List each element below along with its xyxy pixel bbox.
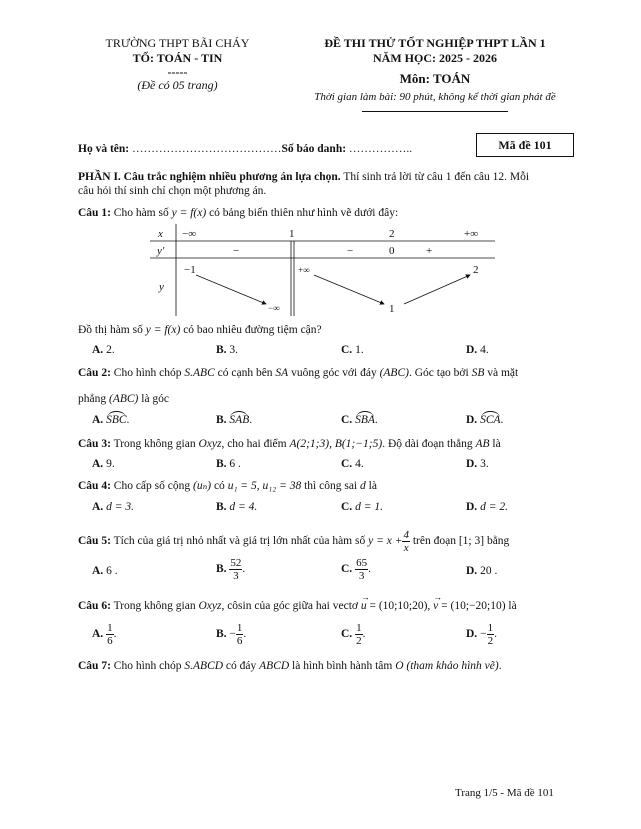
- q5-fraction-den: x: [403, 541, 409, 554]
- q4-key-b: B.: [216, 501, 227, 513]
- q6-frac-a: [106, 622, 114, 647]
- q4-key-d: D.: [466, 501, 478, 513]
- q2-option-d[interactable]: [466, 414, 503, 426]
- q4-val-a: d = 3.: [106, 501, 134, 513]
- part1-line1: [78, 170, 529, 184]
- q5-option-b[interactable]: [216, 557, 245, 582]
- arrow-decrease-2: [314, 275, 384, 304]
- q5-key-d: D.: [466, 565, 478, 577]
- q4-text4: thì công sai: [301, 480, 360, 492]
- q5-text2: trên đoạn: [409, 535, 459, 547]
- q2-val-d: SCA: [480, 414, 501, 426]
- yp-zero: 0: [389, 245, 395, 257]
- page-count: (Đề có 05 trang): [137, 78, 218, 92]
- q4-option-a[interactable]: [92, 501, 134, 513]
- q1-text2: có bảng biến thiên như hình vẽ dưới đây:: [206, 207, 399, 219]
- q6-option-c[interactable]: [341, 622, 365, 647]
- header-underline: [362, 111, 508, 112]
- q6-key-b: B.: [216, 628, 227, 641]
- q3-val-b: 6 .: [229, 458, 241, 470]
- q1-function: y = f(x): [171, 207, 207, 219]
- q1-text4: có bao nhiêu đường tiệm cận?: [180, 324, 322, 336]
- q3-label: Câu 3:: [78, 438, 111, 450]
- q5-text3: bằng: [484, 535, 510, 547]
- q6-space: Oxyz: [198, 600, 222, 612]
- q5-text1: Tích của giá trị nhỏ nhất và giá trị lớn nhất của hàm số: [110, 535, 369, 547]
- x-value-2: 2: [389, 228, 395, 240]
- q4-option-c[interactable]: [341, 501, 383, 513]
- part1-instr1: Thí sinh trả lời từ câu 1 đến câu 12. Mỗi: [340, 171, 530, 183]
- q7-center: O: [395, 660, 404, 672]
- q6-dot-c: .: [362, 628, 366, 641]
- q2-val-c: SBA: [355, 414, 375, 426]
- name-dots: …………………………………: [131, 143, 282, 155]
- q4-val-c: d = 1.: [355, 501, 383, 513]
- id-label: Số báo danh:: [281, 143, 349, 155]
- q6-b-den: 6: [236, 635, 243, 647]
- q4-val-d: d = 2.: [480, 501, 508, 513]
- exam-title: ĐỀ THI THỬ TỐT NGHIỆP THPT LẦN 1: [324, 36, 546, 50]
- q6-c-num: 1: [356, 622, 362, 634]
- q4-key-c: C.: [341, 501, 353, 513]
- student-info-line: [78, 142, 412, 156]
- q6-minus-d: −: [480, 628, 487, 641]
- q6-option-d[interactable]: [466, 622, 497, 647]
- q1-val-b: 3.: [229, 344, 239, 356]
- q4-stem: [78, 479, 377, 493]
- q1-text3: Đồ thị hàm số: [78, 324, 146, 336]
- q7-stem: [78, 659, 502, 673]
- q1-option-b[interactable]: [216, 344, 238, 356]
- q4-text5: là: [365, 480, 377, 492]
- y-value-neg-inf: −∞: [268, 303, 280, 313]
- q2-stem: [78, 366, 518, 380]
- q2-option-b[interactable]: [216, 414, 252, 426]
- q3-point-b: B(1;−1;5): [334, 438, 383, 450]
- yp-sign-1: −: [233, 245, 240, 257]
- q6-d-den: 2: [487, 635, 494, 647]
- q2-key-c: C.: [341, 414, 353, 426]
- q3-option-b[interactable]: [216, 458, 241, 470]
- q2-key-d: D.: [466, 414, 478, 426]
- q4-val-b: d = 4.: [229, 501, 258, 513]
- q5-c-num: 65: [356, 557, 368, 569]
- q1-function-2: y = f(x): [145, 324, 181, 336]
- q3-key-b: B.: [216, 458, 227, 470]
- q5-option-a[interactable]: [92, 565, 118, 577]
- variation-table: [150, 224, 500, 318]
- q4-key-a: A.: [92, 501, 104, 513]
- q2-text6: phẳng: [78, 393, 109, 405]
- q1-option-d[interactable]: [466, 344, 489, 356]
- q2-stem-2: [78, 392, 169, 406]
- yp-sign-3: +: [426, 245, 433, 257]
- q3-option-d[interactable]: [466, 458, 489, 470]
- q6-a-den: 6: [107, 635, 113, 647]
- q2-label: Câu 2:: [78, 367, 111, 379]
- q5-b-den: 3: [233, 570, 239, 582]
- yp-label: y′: [157, 245, 165, 257]
- y-label: y: [159, 281, 164, 293]
- q3-text2: , cho hai điểm: [221, 438, 290, 450]
- q5-val-a: 6 .: [106, 565, 118, 577]
- header-left: [80, 36, 275, 93]
- q6-option-b[interactable]: [216, 622, 246, 647]
- arrow-decrease-1: [196, 275, 266, 304]
- q1-stem: [78, 206, 398, 220]
- q5-dot-c: .: [368, 563, 371, 576]
- q6-text4: là: [505, 600, 517, 612]
- q5-function: y = x +: [368, 535, 403, 547]
- q6-option-a[interactable]: [92, 622, 116, 647]
- q2-text2: có cạnh bên: [214, 367, 276, 379]
- q3-val-c: 4.: [355, 458, 364, 470]
- q5-option-c[interactable]: [341, 557, 371, 582]
- q4-u1: u₁ = 5: [227, 480, 257, 492]
- y-value-1: 1: [389, 303, 395, 315]
- school-name: TRƯỜNG THPT BÃI CHÁY: [105, 36, 250, 50]
- q2-plane: (ABC): [379, 367, 409, 379]
- q6-key-d: D.: [466, 628, 478, 641]
- q6-minus-b: −: [229, 628, 236, 641]
- q6-dot-a: .: [113, 628, 117, 641]
- q5-frac-b: [229, 557, 242, 582]
- name-label: Họ và tên:: [78, 143, 132, 155]
- header-dashes: -----: [167, 65, 188, 79]
- x-value-neg-inf: −∞: [182, 228, 197, 240]
- q6-dot-d: .: [494, 628, 497, 641]
- q1-option-c[interactable]: [341, 344, 364, 356]
- q6-frac-c: [355, 622, 363, 647]
- y-value-2: 2: [473, 264, 479, 276]
- q2-dot-d: .: [500, 414, 504, 426]
- q6-vector-u-value: = (10;10;20): [366, 600, 428, 612]
- q6-stem: [78, 599, 517, 613]
- q4-option-b[interactable]: [216, 501, 257, 513]
- yp-sign-2: −: [347, 245, 354, 257]
- q2-dot-c: .: [374, 414, 378, 426]
- q3-key-c: C.: [341, 458, 353, 470]
- q4-option-d[interactable]: [466, 501, 508, 513]
- q4-d: d: [360, 480, 366, 492]
- q3-text3: ,: [329, 438, 335, 450]
- q1-val-d: 4.: [480, 344, 489, 356]
- group-name: TỔ: TOÁN - TIN: [132, 51, 223, 65]
- header-right: [290, 36, 580, 103]
- q7-text4: (tham khảo hình vẽ): [403, 660, 499, 672]
- q3-val-a: 9.: [106, 458, 115, 470]
- q2-key-b: B.: [216, 414, 227, 426]
- q3-option-a[interactable]: [92, 458, 115, 470]
- q5-frac-c: [355, 557, 368, 582]
- q5-fraction-num: 4: [403, 528, 409, 541]
- q1-key-b: B.: [216, 344, 227, 356]
- q5-dot-b: .: [242, 563, 246, 576]
- q1-key-a: A.: [92, 344, 104, 356]
- q2-option-c[interactable]: [341, 414, 378, 426]
- q2-pyramid: S.ABC: [184, 367, 215, 379]
- q7-text1: Cho hình chóp: [110, 660, 185, 672]
- q5-key-a: A.: [92, 565, 104, 577]
- q3-text1: Trong không gian: [110, 438, 199, 450]
- q3-val-d: 3.: [480, 458, 489, 470]
- q7-base: ABCD: [259, 660, 290, 672]
- q7-pyramid: S.ABCD: [184, 660, 224, 672]
- q2-dot-a: .: [126, 414, 130, 426]
- q2-plane-2: (ABC): [108, 393, 139, 405]
- q4-text1: Cho cấp số cộng: [110, 480, 193, 492]
- q6-b-num: 1: [236, 622, 243, 634]
- q5-c-den: 3: [358, 570, 365, 582]
- x-value-1: 1: [289, 228, 295, 240]
- x-label: x: [158, 228, 163, 240]
- part1-title: PHẦN I. Câu trắc nghiệm nhiều phương án lựa chọn.: [78, 171, 341, 183]
- q4-label: Câu 4:: [78, 480, 111, 492]
- q6-vector-v-value: = (10;−20;10): [438, 600, 506, 612]
- q5-fraction: [402, 529, 410, 554]
- y-value-pos-inf: +∞: [298, 265, 310, 275]
- q6-text3: ,: [427, 600, 434, 612]
- q6-label: Câu 6:: [78, 600, 111, 612]
- school-year: NĂM HỌC: 2025 - 2026: [373, 51, 497, 65]
- q1-option-a[interactable]: [92, 344, 115, 356]
- q3-option-c[interactable]: [341, 458, 364, 470]
- q1-key-d: D.: [466, 344, 478, 356]
- q7-text2: có đáy: [223, 660, 260, 672]
- q6-text1: Trong không gian: [110, 600, 199, 612]
- q1-text1: Cho hàm số: [110, 207, 172, 219]
- q5-val-d: 20 .: [480, 565, 498, 577]
- subject: Môn: TOÁN: [399, 71, 471, 86]
- q7-label: Câu 7:: [78, 660, 111, 672]
- q7-text5: .: [498, 660, 502, 672]
- q5-key-c: C.: [341, 563, 353, 576]
- q2-text7: là góc: [138, 393, 170, 405]
- q6-dot-b: .: [243, 628, 247, 641]
- q3-key-d: D.: [466, 458, 478, 470]
- q6-vector-u: → u: [361, 599, 367, 613]
- part1-instr2: câu hỏi thí sinh chỉ chọn một phương án.: [78, 185, 267, 197]
- q2-text1: Cho hình chóp: [110, 367, 185, 379]
- q6-c-den: 2: [356, 635, 362, 647]
- q3-text4: . Độ dài đoạn thẳng: [382, 438, 476, 450]
- q5-key-b: B.: [216, 563, 227, 576]
- q2-text5: và mặt: [484, 367, 519, 379]
- duration: Thời gian làm bài: 90 phút, không kể thời gian phát đề: [314, 91, 556, 103]
- y-value-neg1: −1: [184, 264, 196, 276]
- q2-sa: SA: [275, 367, 289, 379]
- q6-d-num: 1: [487, 622, 494, 634]
- q5-option-d[interactable]: [466, 565, 497, 577]
- q1-val-a: 2.: [106, 344, 115, 356]
- q6-vector-v: → v: [433, 599, 438, 613]
- q3-stem: [78, 437, 501, 451]
- q2-text3: vuông góc với đáy: [288, 367, 380, 379]
- q4-text3: ,: [256, 480, 263, 492]
- q5-stem: [78, 528, 509, 554]
- q5-label: Câu 5:: [78, 535, 111, 547]
- q4-sequence: (uₙ): [193, 480, 212, 492]
- arrow-increase: [404, 275, 470, 304]
- q6-frac-d: [487, 622, 495, 647]
- q3-segment: AB: [475, 438, 490, 450]
- q4-u12: u₁₂ = 38: [262, 480, 302, 492]
- x-value-pos-inf: +∞: [464, 228, 479, 240]
- q1-label: Câu 1:: [78, 207, 111, 219]
- q1-val-c: 1.: [355, 344, 364, 356]
- q2-text4: . Góc tạo bởi: [408, 367, 472, 379]
- id-dots: ……………..: [348, 143, 413, 155]
- q6-key-a: A.: [92, 628, 104, 641]
- q4-text2: có: [211, 480, 228, 492]
- page-footer: Trang 1/5 - Mã đề 101: [455, 787, 554, 799]
- q2-option-a[interactable]: [92, 414, 129, 426]
- q7-text3: là hình bình hành tâm: [289, 660, 396, 672]
- q5-interval: [1; 3]: [458, 535, 485, 547]
- q2-sb: SB: [471, 367, 485, 379]
- q2-key-a: A.: [92, 414, 104, 426]
- q3-space: Oxyz: [198, 438, 222, 450]
- q2-dot-b: .: [249, 414, 253, 426]
- q3-text5: là: [489, 438, 501, 450]
- q3-point-a: A(2;1;3): [289, 438, 330, 450]
- q1-key-c: C.: [341, 344, 353, 356]
- q6-key-c: C.: [341, 628, 353, 641]
- q3-key-a: A.: [92, 458, 104, 470]
- q2-val-a: SBC: [106, 414, 127, 426]
- q5-b-num: 52: [230, 557, 242, 569]
- q6-text2: , côsin của góc giữa hai vectơ: [221, 600, 361, 612]
- q2-val-b: SAB: [229, 414, 250, 426]
- q6-a-num: 1: [107, 622, 113, 634]
- q1-question: [78, 323, 322, 337]
- exam-code-box: Mã đề 101: [476, 133, 574, 157]
